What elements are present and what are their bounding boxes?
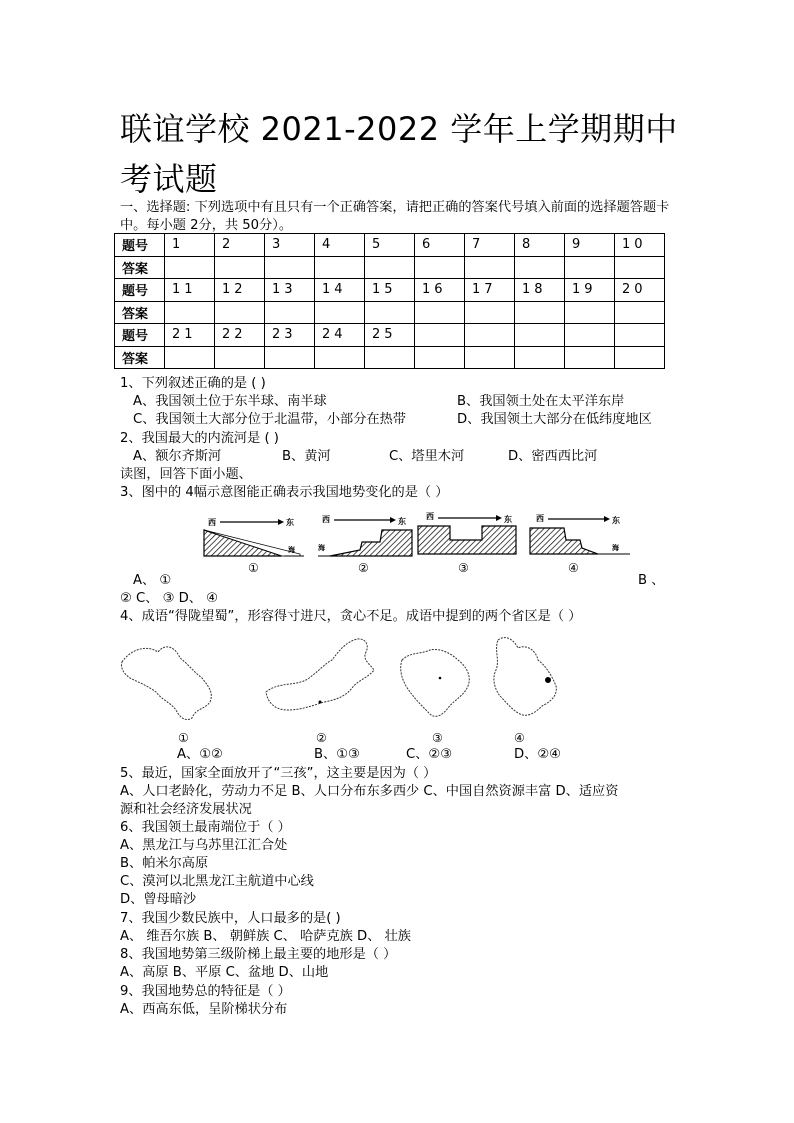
question-number-cell <box>465 324 515 347</box>
answer-cell[interactable] <box>215 301 265 324</box>
province-map-3 <box>401 649 470 716</box>
province-map-2 <box>266 639 374 710</box>
row-header: 答案 <box>115 256 165 279</box>
q6-option-a[interactable]: A、黑龙江与乌苏里江汇合处 <box>120 838 288 853</box>
question-number-cell: 11 <box>165 279 215 302</box>
svg-text:西: 西 <box>536 514 544 523</box>
answer-table-row <box>115 346 665 369</box>
svg-text:海: 海 <box>288 546 295 554</box>
question-5: 5、最近，国家全面放开了“三孩”，这主要是因为（ ） <box>120 766 437 781</box>
question-number-cell: 23 <box>265 324 315 347</box>
q1-option-b[interactable]: B、我国领土处在太平洋东岸 <box>457 394 625 409</box>
question-number-cell: 3 <box>265 234 315 257</box>
question-number-cell: 12 <box>215 279 265 302</box>
answer-cell[interactable] <box>215 256 265 279</box>
answer-table-row <box>115 301 665 324</box>
q3-option-b[interactable]: B 、 <box>638 573 665 588</box>
question-number-cell: 17 <box>465 279 515 302</box>
answer-cell[interactable] <box>165 256 215 279</box>
row-header: 答案 <box>115 346 165 369</box>
answer-cell[interactable] <box>515 346 565 369</box>
q1-option-c[interactable]: C、我国领土大部分位于北温带，小部分在热带 <box>133 412 406 427</box>
question-number-cell: 22 <box>215 324 265 347</box>
svg-text:海: 海 <box>612 544 619 552</box>
q2-option-a[interactable]: A、额尔齐斯河 <box>133 449 222 464</box>
answer-cell[interactable] <box>365 346 415 369</box>
map-label-2: ② <box>316 731 327 745</box>
answer-cell[interactable] <box>315 301 365 324</box>
q6-option-d[interactable]: D、曾母暗沙 <box>120 892 197 907</box>
question-number-cell: 18 <box>515 279 565 302</box>
question-1: 1、下列叙述正确的是 ( ) <box>120 376 266 391</box>
q8-options[interactable]: A、高原 B、平原 C、盆地 D、山地 <box>120 965 329 980</box>
question-8: 8、我国地势第三级阶梯上最主要的地形是（ ） <box>120 947 397 962</box>
question-number-cell: 19 <box>565 279 615 302</box>
answer-cell[interactable] <box>415 346 465 369</box>
question-number-cell <box>565 324 615 347</box>
q3-options-row[interactable]: ② C、 ③ D、 ④ <box>120 591 218 606</box>
answer-table-row <box>115 234 665 257</box>
question-number-cell <box>615 324 665 347</box>
question-number-cell: 10 <box>615 234 665 257</box>
question-number-cell: 14 <box>315 279 365 302</box>
profile-label-2: ② <box>358 561 369 575</box>
question-number-cell: 24 <box>315 324 365 347</box>
q6-option-c[interactable]: C、漠河以北黑龙江主航道中心线 <box>120 874 314 889</box>
province-outline-maps <box>118 630 598 745</box>
question-number-cell: 16 <box>415 279 465 302</box>
map-label-3: ③ <box>432 731 443 745</box>
svg-text:西: 西 <box>322 515 330 524</box>
question-number-cell: 15 <box>365 279 415 302</box>
page-title: 联谊学校 2021-2022 学年上学期期中考试题 <box>120 110 678 198</box>
q7-options[interactable]: A、 维吾尔族 B、 朝鲜族 C、 哈萨克族 D、 壮族 <box>120 929 411 944</box>
question-number-cell: 6 <box>415 234 465 257</box>
question-7: 7、我国少数民族中，人口最多的是( ) <box>120 911 341 926</box>
answer-cell[interactable] <box>465 346 515 369</box>
profile-label-3: ③ <box>458 561 469 575</box>
question-number-cell: 8 <box>515 234 565 257</box>
question-9: 9、我国地势总的特征是（ ） <box>120 984 291 999</box>
province-map-1 <box>121 647 211 720</box>
q4-option-c[interactable]: C、②③ <box>406 747 453 762</box>
answer-cell[interactable] <box>265 301 315 324</box>
answer-table-row <box>115 256 665 279</box>
map-label-1: ① <box>178 731 189 745</box>
answer-cell[interactable] <box>465 256 515 279</box>
q3-option-a[interactable]: A、 ① <box>133 573 172 588</box>
question-number-cell: 4 <box>315 234 365 257</box>
question-4: 4、成语“得陇望蜀”，形容得寸进尺，贪心不足。成语中提到的两个省区是（ ） <box>120 609 582 624</box>
q2-option-d[interactable]: D、密西西比河 <box>508 449 598 464</box>
q4-option-b[interactable]: B、①③ <box>314 747 360 762</box>
row-header: 题号 <box>115 279 165 302</box>
svg-text:西: 西 <box>208 518 216 527</box>
answer-cell[interactable] <box>265 256 315 279</box>
profile-3 <box>418 511 516 554</box>
profile-label-1: ① <box>248 561 259 575</box>
answer-cell[interactable] <box>515 301 565 324</box>
answer-cell[interactable] <box>565 256 615 279</box>
svg-text:东: 东 <box>398 517 406 526</box>
q9-option-a[interactable]: A、西高东低，呈阶梯状分布 <box>120 1002 288 1017</box>
svg-text:东: 东 <box>286 518 294 527</box>
answer-cell[interactable] <box>165 301 215 324</box>
q2-option-b[interactable]: B、黄河 <box>282 449 331 464</box>
answer-cell[interactable] <box>565 301 615 324</box>
svg-text:东: 东 <box>612 516 620 525</box>
q5-options-line-1[interactable]: A、人口老龄化，劳动力不足 B、人口分布东多西少 C、中国自然资源丰富 D、适应资 <box>120 784 619 799</box>
profile-1 <box>204 517 304 556</box>
answer-cell[interactable] <box>315 346 365 369</box>
question-number-cell: 9 <box>565 234 615 257</box>
answer-cell[interactable] <box>365 256 415 279</box>
answer-cell[interactable] <box>465 301 515 324</box>
row-header: 题号 <box>115 234 165 257</box>
q1-option-d[interactable]: D、我国领土大部分在低纬度地区 <box>457 412 652 427</box>
answer-cell[interactable] <box>615 301 665 324</box>
answer-cell[interactable] <box>365 301 415 324</box>
answer-cell[interactable] <box>215 346 265 369</box>
reading-instruction: 读图，回答下面小题、 <box>120 467 252 482</box>
answer-cell[interactable] <box>565 346 615 369</box>
question-number-cell: 7 <box>465 234 515 257</box>
question-3: 3、图中的 4幅示意图能正确表示我国地势变化的是（ ） <box>120 485 449 500</box>
question-6: 6、我国领土最南端位于（ ） <box>120 820 291 835</box>
question-2: 2、我国最大的内流河是 ( ) <box>120 431 279 446</box>
answer-cell[interactable] <box>415 256 465 279</box>
answer-cell[interactable] <box>615 256 665 279</box>
question-number-cell: 20 <box>615 279 665 302</box>
answer-cell[interactable] <box>515 256 565 279</box>
profile-label-4: ④ <box>568 561 579 575</box>
terrain-profile-diagrams <box>200 510 630 580</box>
answer-cell[interactable] <box>265 346 315 369</box>
section-instructions: 一、选择题: 下列选项中有且只有一个正确答案，请把正确的答案代号填入前面的选择题答题卡中。每小题 2分，共 50分）。 <box>120 200 670 233</box>
answer-table-row <box>115 279 665 302</box>
question-number-cell: 13 <box>265 279 315 302</box>
q4-option-a[interactable]: A、①② <box>177 747 223 762</box>
svg-text:东: 东 <box>504 515 512 524</box>
q1-option-a[interactable]: A、我国领土位于东半球、南半球 <box>133 394 327 409</box>
province-map-4 <box>494 638 556 716</box>
q2-option-c[interactable]: C、塔里木河 <box>389 449 465 464</box>
profile-2 <box>318 514 412 556</box>
answer-sheet-table <box>114 233 665 369</box>
question-number-cell: 1 <box>165 234 215 257</box>
answer-table-row <box>115 324 665 347</box>
question-number-cell: 5 <box>365 234 415 257</box>
map-label-4: ④ <box>514 731 525 745</box>
question-number-cell <box>515 324 565 347</box>
question-number-cell: 25 <box>365 324 415 347</box>
answer-cell[interactable] <box>615 346 665 369</box>
svg-text:海: 海 <box>318 544 325 552</box>
row-header: 答案 <box>115 301 165 324</box>
question-number-cell: 2 <box>215 234 265 257</box>
question-number-cell: 21 <box>165 324 215 347</box>
answer-cell[interactable] <box>315 256 365 279</box>
answer-cell[interactable] <box>415 301 465 324</box>
svg-text:西: 西 <box>426 512 434 521</box>
question-number-cell <box>415 324 465 347</box>
q4-option-d[interactable]: D、②④ <box>514 747 561 762</box>
q6-option-b[interactable]: B、帕米尔高原 <box>120 856 209 871</box>
profile-4 <box>530 513 630 554</box>
q5-options-line-2[interactable]: 源和社会经济发展状况 <box>120 802 252 817</box>
answer-cell[interactable] <box>165 346 215 369</box>
row-header: 题号 <box>115 324 165 347</box>
